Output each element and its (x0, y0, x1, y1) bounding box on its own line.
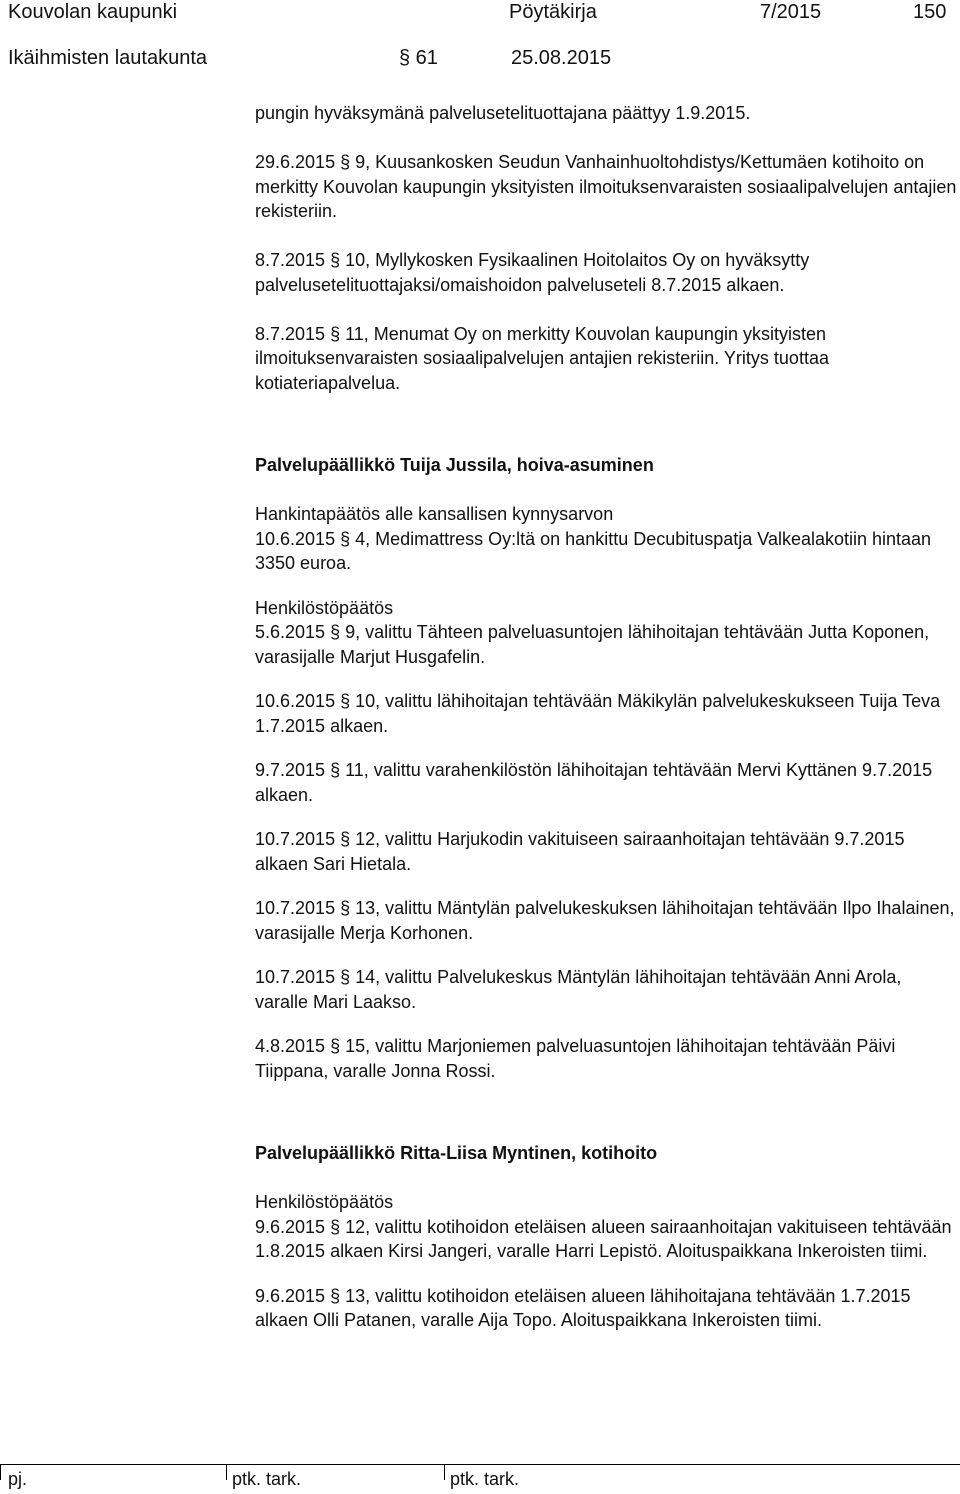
personnel-decision: 10.7.2015 § 14, valittu Palvelukeskus Mäntylän lähihoitajan tehtävään Anni Arola, varalle Mari Laakso. (255, 967, 902, 1012)
signature-divider (0, 1464, 1, 1480)
personnel-decision: 10.6.2015 § 10, valittu lähihoitajan tehtävään Mäkikylän palvelukeskukseen Tuija Teva 1.7.2015 alkaen. (255, 691, 941, 736)
chair-signature-label: pj. (8, 1469, 28, 1489)
section1-heading: Palvelupäällikkö Tuija Jussila, hoiva-asuminen (255, 455, 654, 475)
document-type: Pöytäkirja (509, 1, 597, 23)
section-number: § 61 (399, 47, 438, 69)
personnel-decision: 9.6.2015 § 13, valittu kotihoidon eteläisen alueen lähihoitajana tehtävään 1.7.2015 alkaen Olli Patanen, varalle Aija Topo. Aloituspaikkana Inkeroisten tiimi. (255, 1285, 911, 1330)
meeting-date: 25.08.2015 (511, 47, 612, 69)
issue-number: 7/2015 (760, 1, 822, 23)
intro-paragraph-1: 29.6.2015 § 9, Kuusankosken Seudun Vanhainhuoltohdistys/Kettumäen kotihoito on merkitty Kouvolan kaupungin yksityisten ilmoituksenvaraisten sosiaalipalvelujen antajien rekisteriin. (255, 152, 957, 221)
board-name: Ikäihmisten lautakunta (8, 47, 208, 69)
personnel-title: Henkilöstöpäätös (255, 1192, 394, 1212)
personnel-decision: 10.7.2015 § 13, valittu Mäntylän palvelukeskuksen lähihoitajan tehtävään Ilpo Ihalainen, varasijalle Merja Korhonen. (255, 898, 955, 943)
personnel-decision: 10.7.2015 § 12, valittu Harjukodin vakituiseen sairaanhoitajan tehtävään 9.7.2015 alkaen Sari Hietala. (255, 829, 905, 874)
signature-line (0, 1464, 960, 1465)
personnel-decision: 9.7.2015 § 11, valittu varahenkilöstön lähihoitajan tehtävään Mervi Kyttänen 9.7.2015 alkaen. (255, 760, 933, 805)
personnel-decision: 5.6.2015 § 9, valittu Tähteen palveluasuntojen lähihoitajan tehtävään Jutta Koponen, varasijalle Marjut Husgafelin. (255, 622, 930, 667)
personnel-title: Henkilöstöpäätös (255, 597, 394, 618)
signature-footer (0, 1464, 960, 1494)
intro-paragraph-3: 8.7.2015 § 11, Menumat Oy on merkitty Kouvolan kaupungin yksityisten ilmoituksenvaraisten sosiaalipalvelujen antajien rekisteriin. Yritys tuottaa kotiateriapalvelua. (255, 323, 829, 393)
section2-heading: Palvelupäällikkö Ritta-Liisa Myntinen, kotihoito (255, 1143, 658, 1163)
procurement-title: Hankintapäätös alle kansallisen kynnysarvon (255, 504, 614, 524)
signature-divider (226, 1464, 227, 1480)
procurement-decision: 10.6.2015 § 4, Medimattress Oy:ltä on hankittu Decubituspatja Valkealakotiin hintaan 3350 euroa. (255, 528, 932, 573)
intro-paragraph-2: 8.7.2015 § 10, Myllykosken Fysikaalinen Hoitolaitos Oy on hyväksytty palvelusetelituottajaksi/omaishoidon palveluseteli 8.7.2015 alkaen. (255, 250, 810, 295)
minutes-checker-label: ptk. tark. (232, 1469, 302, 1489)
minutes-checker-label: ptk. tark. (450, 1469, 520, 1489)
page-number: 150 (913, 1, 947, 23)
intro-paragraph-0: pungin hyväksymänä palvelusetelituottajana päättyy 1.9.2015. (255, 103, 751, 123)
personnel-decision: 4.8.2015 § 15, valittu Marjoniemen palveluasuntojen lähihoitajan tehtävään Päivi Tiippana, varalle Jonna Rossi. (255, 1036, 896, 1081)
organization-name: Kouvolan kaupunki (8, 1, 178, 23)
personnel-decision: 9.6.2015 § 12, valittu kotihoidon eteläisen alueen sairaanhoitajan vakituiseen tehtävään 1.8.2015 alkaen Kirsi Jangeri, varalle Harri Lepistö. Aloituspaikkana Inkeroisten tiimi. (255, 1216, 952, 1261)
signature-divider (444, 1464, 445, 1480)
document-body (255, 101, 957, 1333)
